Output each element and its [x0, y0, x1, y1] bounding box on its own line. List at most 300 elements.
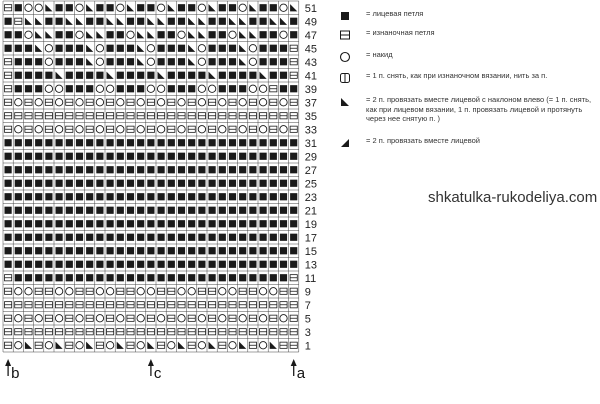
- knit-stitch: [188, 207, 195, 214]
- yarnover: [55, 315, 62, 322]
- left-decrease: [25, 342, 32, 349]
- knit-stitch: [229, 153, 236, 160]
- knit-stitch: [239, 261, 246, 268]
- yarnover: [198, 342, 205, 349]
- legend-text-purl: = изнаночная петля: [366, 28, 435, 37]
- yarnover: [45, 58, 52, 65]
- yarnover: [76, 126, 83, 133]
- knit-stitch: [25, 247, 32, 254]
- knit-stitch: [178, 18, 185, 25]
- knit-stitch: [35, 207, 42, 214]
- knit-stitch: [25, 153, 32, 160]
- knit-stitch: [25, 45, 32, 52]
- knit-stitch: [198, 139, 205, 146]
- knit-stitch: [15, 153, 22, 160]
- knit-stitch: [15, 31, 22, 38]
- yarnover: [198, 4, 205, 11]
- knit-stitch: [76, 85, 83, 92]
- knit-stitch: [290, 85, 297, 92]
- left-decrease: [239, 45, 246, 52]
- knit-stitch: [188, 85, 195, 92]
- knit-stitch: [137, 234, 144, 241]
- knit-stitch: [127, 234, 134, 241]
- yarnover: [117, 315, 124, 322]
- knit-stitch: [35, 193, 42, 200]
- knit-stitch: [137, 139, 144, 146]
- knit-stitch: [158, 193, 165, 200]
- knit-stitch: [260, 274, 267, 281]
- knit-stitch: [260, 234, 267, 241]
- knit-stitch: [290, 18, 297, 25]
- knit-stitch: [147, 220, 154, 227]
- knit-stitch: [45, 193, 52, 200]
- knit-stitch: [35, 85, 42, 92]
- knit-stitch: [35, 166, 42, 173]
- knit-stitch: [66, 153, 73, 160]
- row-number: 49: [304, 16, 318, 29]
- knit-stitch: [45, 234, 52, 241]
- knit-stitch: [15, 4, 22, 11]
- knit-stitch: [239, 220, 246, 227]
- knit-stitch: [66, 139, 73, 146]
- knit-stitch: [127, 193, 134, 200]
- left-decrease: [239, 342, 246, 349]
- knit-stitch: [209, 180, 216, 187]
- knit-stitch: [15, 247, 22, 254]
- knit-stitch: [86, 220, 93, 227]
- knit-stitch: [188, 261, 195, 268]
- yarnover: [259, 85, 266, 92]
- left-decrease: [290, 4, 297, 11]
- knit-stitch: [249, 247, 256, 254]
- row-number: 43: [304, 56, 318, 69]
- knit-stitch: [76, 139, 83, 146]
- knit-stitch: [76, 180, 83, 187]
- knit-stitch: [25, 220, 32, 227]
- knit-stitch: [117, 45, 124, 52]
- legend-item-purl: [338, 28, 596, 42]
- knit-stitch: [25, 193, 32, 200]
- knit-stitch: [188, 247, 195, 254]
- left-decrease: [96, 31, 103, 38]
- row-number: 27: [304, 164, 318, 177]
- knit-stitch: [168, 220, 175, 227]
- yarnover: [117, 99, 124, 106]
- knit-stitch: [96, 180, 103, 187]
- knit-stitch: [107, 193, 114, 200]
- yarnover: [96, 288, 103, 295]
- knit-stitch: [15, 139, 22, 146]
- knit-stitch: [168, 180, 175, 187]
- knit-stitch: [45, 220, 52, 227]
- knit-stitch: [229, 247, 236, 254]
- knit-stitch: [249, 166, 256, 173]
- knit-stitch: [56, 180, 63, 187]
- row-number: 37: [304, 97, 318, 110]
- knit-stitch: [198, 234, 205, 241]
- knit-stitch: [260, 180, 267, 187]
- left-decrease: [168, 4, 175, 11]
- knit-stitch: [219, 58, 226, 65]
- knit-stitch: [66, 85, 73, 92]
- knit-stitch-icon: [338, 9, 352, 23]
- knit-stitch: [168, 234, 175, 241]
- knit-stitch: [158, 31, 165, 38]
- yarnover: [229, 342, 236, 349]
- yarnover: [239, 99, 246, 106]
- knit-stitch: [107, 234, 114, 241]
- row-number: 3: [304, 326, 311, 339]
- knit-stitch: [280, 274, 287, 281]
- knit-stitch: [127, 85, 134, 92]
- yarnover: [147, 58, 154, 65]
- knit-stitch: [117, 31, 124, 38]
- yarnover: [96, 126, 103, 133]
- knit-stitch: [147, 234, 154, 241]
- left-decrease: [107, 72, 114, 79]
- knit-stitch: [45, 166, 52, 173]
- knit-stitch: [188, 153, 195, 160]
- knit-stitch: [290, 153, 297, 160]
- row-number: 23: [304, 191, 318, 204]
- yarnover: [239, 4, 246, 11]
- knit-stitch: [178, 234, 185, 241]
- row-number: 1: [304, 340, 311, 353]
- left-decrease: [86, 31, 93, 38]
- left-decrease: [198, 18, 205, 25]
- yarnover: [198, 99, 205, 106]
- left-decrease: [117, 18, 124, 25]
- row-number: 11: [304, 272, 317, 285]
- yarnover: [198, 45, 205, 52]
- knit-stitch: [280, 139, 287, 146]
- left-decrease: [137, 58, 144, 65]
- knit-stitch: [25, 85, 32, 92]
- knit-stitch: [168, 193, 175, 200]
- knit-stitch: [229, 85, 236, 92]
- knit-stitch: [45, 207, 52, 214]
- knit-stitch: [229, 45, 236, 52]
- knit-stitch: [147, 166, 154, 173]
- knit-stitch: [147, 274, 154, 281]
- knit-stitch: [239, 153, 246, 160]
- knit-stitch: [158, 207, 165, 214]
- knit-stitch: [5, 247, 12, 254]
- knit-stitch: [137, 193, 144, 200]
- yarnover: [55, 85, 62, 92]
- knit-stitch: [219, 4, 226, 11]
- knit-stitch: [96, 18, 103, 25]
- knit-stitch: [239, 247, 246, 254]
- knit-stitch: [147, 4, 154, 11]
- knit-stitch: [188, 180, 195, 187]
- left-decrease: [147, 18, 154, 25]
- knit-stitch: [260, 166, 267, 173]
- knit-stitch: [290, 207, 297, 214]
- knit-stitch: [5, 45, 12, 52]
- knit-stitch: [270, 4, 277, 11]
- knit-stitch: [5, 18, 12, 25]
- yarnover: [137, 315, 144, 322]
- knit-stitch: [137, 85, 144, 92]
- knit-stitch: [76, 247, 83, 254]
- knit-stitch: [66, 193, 73, 200]
- knit-stitch: [56, 166, 63, 173]
- knit-stitch: [178, 4, 185, 11]
- knit-stitch: [45, 247, 52, 254]
- knit-stitch: [5, 31, 12, 38]
- yarnover: [280, 126, 287, 133]
- yarnover: [198, 126, 205, 133]
- yarnover: [259, 288, 266, 295]
- knit-stitch: [280, 153, 287, 160]
- knit-stitch: [147, 247, 154, 254]
- yarnover: [259, 99, 266, 106]
- knit-stitch: [56, 139, 63, 146]
- knit-stitch: [66, 72, 73, 79]
- knit-stitch: [280, 220, 287, 227]
- knit-stitch: [158, 274, 165, 281]
- knit-stitch: [168, 166, 175, 173]
- knit-stitch: [178, 274, 185, 281]
- knit-stitch: [260, 193, 267, 200]
- knit-stitch: [66, 234, 73, 241]
- knit-stitch: [96, 166, 103, 173]
- knit-stitch: [86, 234, 93, 241]
- yarnover: [76, 99, 83, 106]
- knit-stitch: [45, 18, 52, 25]
- knit-stitch: [76, 274, 83, 281]
- left-decrease: [76, 18, 83, 25]
- left-decrease: [117, 342, 124, 349]
- knit-stitch: [86, 261, 93, 268]
- knit-stitch: [56, 153, 63, 160]
- knit-stitch: [96, 220, 103, 227]
- knit-stitch: [86, 166, 93, 173]
- yarnover: [280, 99, 287, 106]
- knit-stitch: [66, 166, 73, 173]
- knit-stitch: [127, 274, 134, 281]
- knit-stitch: [96, 153, 103, 160]
- yarnover: [280, 315, 287, 322]
- yarnover: [117, 126, 124, 133]
- knit-stitch: [260, 45, 267, 52]
- knit-stitch: [45, 139, 52, 146]
- knit-stitch: [239, 85, 246, 92]
- yarnover: [157, 315, 164, 322]
- knit-stitch: [25, 274, 32, 281]
- left-decrease: [147, 342, 154, 349]
- yarnover: [219, 99, 226, 106]
- knit-stitch: [127, 247, 134, 254]
- knit-stitch: [76, 166, 83, 173]
- knit-stitch: [219, 31, 226, 38]
- knit-stitch: [260, 139, 267, 146]
- row-number: 15: [304, 245, 318, 258]
- knit-stitch: [209, 220, 216, 227]
- yarnover: [229, 288, 236, 295]
- left-decrease: [137, 31, 144, 38]
- yarnover: [35, 99, 42, 106]
- knit-stitch: [25, 261, 32, 268]
- yarnover: [137, 342, 144, 349]
- knit-stitch: [219, 85, 226, 92]
- knit-stitch: [158, 45, 165, 52]
- knit-stitch: [66, 4, 73, 11]
- knit-stitch: [198, 180, 205, 187]
- knit-stitch: [25, 58, 32, 65]
- knit-stitch: [198, 207, 205, 214]
- knit-stitch: [270, 58, 277, 65]
- knit-stitch: [270, 247, 277, 254]
- yarnover: [66, 288, 73, 295]
- knit-stitch: [35, 72, 42, 79]
- knit-stitch: [107, 45, 114, 52]
- yarnover-icon: [338, 50, 352, 64]
- knit-stitch: [219, 166, 226, 173]
- knit-stitch: [117, 234, 124, 241]
- left-decrease: [239, 58, 246, 65]
- knit-stitch: [96, 274, 103, 281]
- yarnover: [280, 4, 287, 11]
- knit-stitch: [137, 247, 144, 254]
- knit-stitch: [56, 274, 63, 281]
- knit-stitch: [229, 4, 236, 11]
- knit-stitch: [76, 58, 83, 65]
- left-decrease: [86, 342, 93, 349]
- yarnover: [55, 99, 62, 106]
- knit-stitch: [86, 193, 93, 200]
- knit-stitch: [56, 4, 63, 11]
- knit-stitch: [209, 247, 216, 254]
- yarnover: [55, 288, 62, 295]
- knit-stitch: [56, 18, 63, 25]
- site-caption: shkatulka-rukodeliya.com: [428, 189, 598, 206]
- left-decrease: [249, 4, 256, 11]
- knit-stitch: [86, 274, 93, 281]
- left-decrease: [209, 342, 216, 349]
- knit-stitch: [15, 45, 22, 52]
- yarnover: [96, 315, 103, 322]
- knit-stitch: [127, 18, 134, 25]
- knit-stitch: [219, 274, 226, 281]
- knit-stitch: [280, 85, 287, 92]
- yarnover: [106, 85, 113, 92]
- knit-stitch: [107, 139, 114, 146]
- left-decrease: [127, 4, 134, 11]
- marker-label: c: [153, 365, 162, 382]
- yarnover: [239, 126, 246, 133]
- row-number: 41: [304, 70, 318, 83]
- yarnover: [106, 342, 113, 349]
- left-decrease: [25, 18, 32, 25]
- knit-stitch: [188, 220, 195, 227]
- yarnover: [249, 85, 256, 92]
- yarnover: [219, 315, 226, 322]
- yarnover: [157, 126, 164, 133]
- knit-stitch: [66, 31, 73, 38]
- knit-stitch: [178, 45, 185, 52]
- row-number: 19: [304, 218, 318, 231]
- yarnover: [76, 31, 83, 38]
- knit-stitch: [147, 261, 154, 268]
- knit-stitch: [239, 207, 246, 214]
- yarnover: [157, 4, 164, 11]
- yarnover: [198, 85, 205, 92]
- knit-stitch: [56, 247, 63, 254]
- row-number: 39: [304, 83, 318, 96]
- knit-stitch: [229, 72, 236, 79]
- knit-stitch: [158, 261, 165, 268]
- knit-stitch: [25, 234, 32, 241]
- knit-stitch: [260, 220, 267, 227]
- knit-stitch: [117, 85, 124, 92]
- knit-stitch: [280, 234, 287, 241]
- yarnover: [15, 342, 22, 349]
- left-decrease: [178, 342, 185, 349]
- knit-stitch: [229, 261, 236, 268]
- knit-stitch: [270, 220, 277, 227]
- knit-stitch: [5, 153, 12, 160]
- knit-stitch: [158, 220, 165, 227]
- knit-stitch: [158, 58, 165, 65]
- yarnover: [117, 4, 124, 11]
- knit-stitch: [5, 166, 12, 173]
- knit-stitch: [158, 153, 165, 160]
- yarnover: [198, 315, 205, 322]
- knit-stitch: [270, 261, 277, 268]
- knit-stitch: [147, 193, 154, 200]
- knit-stitch: [66, 261, 73, 268]
- knit-stitch: [219, 153, 226, 160]
- left-decrease: [137, 45, 144, 52]
- left-decrease: [188, 45, 195, 52]
- row-number: 45: [304, 43, 318, 56]
- knit-stitch: [290, 180, 297, 187]
- knit-stitch: [66, 207, 73, 214]
- yarnover: [25, 4, 32, 11]
- knit-stitch: [178, 261, 185, 268]
- knit-stitch: [219, 18, 226, 25]
- knit-stitch: [15, 180, 22, 187]
- yarnover: [96, 45, 103, 52]
- knit-stitch: [168, 45, 175, 52]
- knit-stitch: [219, 207, 226, 214]
- knit-stitch: [45, 153, 52, 160]
- knit-stitch: [198, 274, 205, 281]
- knit-stitch: [209, 261, 216, 268]
- row-number: 5: [304, 313, 311, 326]
- knit-stitch: [76, 207, 83, 214]
- knit-stitch: [117, 180, 124, 187]
- knit-stitch: [209, 193, 216, 200]
- knit-stitch: [290, 31, 297, 38]
- knit-stitch: [66, 247, 73, 254]
- left-decrease: [280, 18, 287, 25]
- knit-stitch: [56, 220, 63, 227]
- knit-stitch: [280, 261, 287, 268]
- knit-stitch: [280, 72, 287, 79]
- knit-stitch: [270, 153, 277, 160]
- knit-stitch: [147, 72, 154, 79]
- knit-stitch: [178, 166, 185, 173]
- knit-stitch: [158, 166, 165, 173]
- knit-stitch: [280, 247, 287, 254]
- knit-stitch: [5, 261, 12, 268]
- knit-stitch: [76, 72, 83, 79]
- yarnover: [259, 342, 266, 349]
- knit-stitch: [35, 139, 42, 146]
